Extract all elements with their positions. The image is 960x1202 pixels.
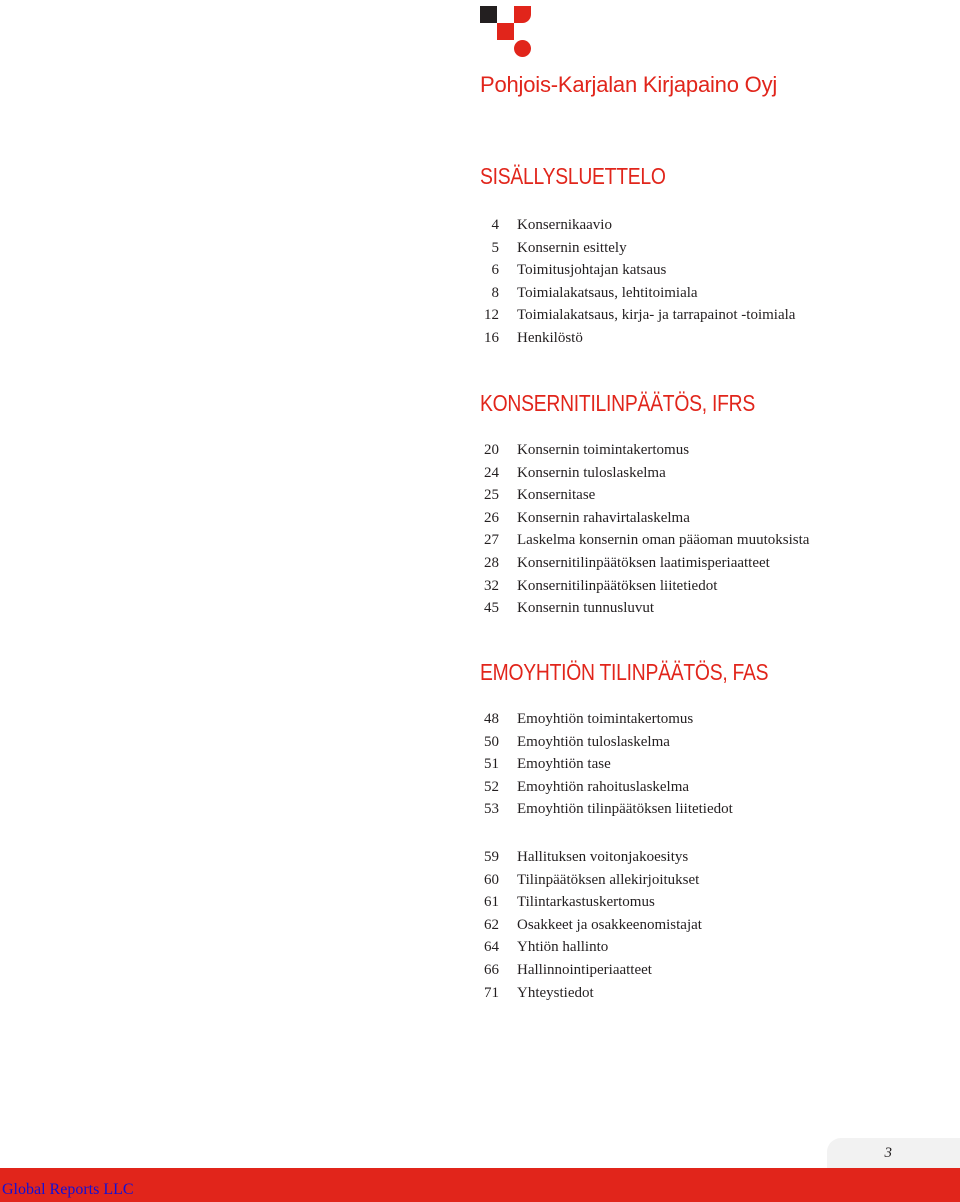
toc-label: Toimialakatsaus, kirja- ja tarrapainot -toimiala xyxy=(517,307,796,324)
toc-item[interactable] xyxy=(480,529,940,552)
toc-label: Yhtiön hallinto xyxy=(517,939,609,956)
toc-section-ifrs xyxy=(480,389,940,620)
toc-page-number: 61 xyxy=(484,894,499,911)
toc-page-number: 27 xyxy=(484,532,499,549)
toc-item[interactable] xyxy=(480,282,940,305)
toc-list xyxy=(480,439,940,620)
toc-label: Konsernin tunnusluvut xyxy=(517,600,655,617)
toc-item[interactable] xyxy=(480,776,940,799)
toc-list xyxy=(480,846,940,1004)
toc-item[interactable] xyxy=(480,575,940,598)
toc-item[interactable] xyxy=(480,982,940,1005)
toc-page-number: 64 xyxy=(484,939,499,956)
toc-item[interactable] xyxy=(480,936,940,959)
toc-label: Hallinnointiperiaatteet xyxy=(517,961,652,978)
toc-item[interactable] xyxy=(480,708,940,731)
toc-label: Emoyhtiön tase xyxy=(517,756,611,773)
toc-list xyxy=(480,214,940,350)
toc-item[interactable] xyxy=(480,753,940,776)
toc-page-number: 48 xyxy=(484,711,499,727)
toc-page-number: 25 xyxy=(484,487,499,504)
toc-page-number: 50 xyxy=(484,733,499,750)
toc-label: Hallituksen voitonjakoesitys xyxy=(517,849,689,865)
toc-page-number: 12 xyxy=(484,307,499,324)
toc-label: Emoyhtiön toimintakertomus xyxy=(517,711,694,727)
toc-item[interactable] xyxy=(480,507,940,530)
toc-item[interactable] xyxy=(480,327,940,350)
toc-label: Osakkeet ja osakkeenomistajat xyxy=(517,916,702,933)
toc-item[interactable] xyxy=(480,462,940,485)
toc-label: Emoyhtiön tilinpäätöksen liitetiedot xyxy=(517,801,733,818)
toc-section-contents xyxy=(480,162,940,350)
toc-page-number: 53 xyxy=(484,801,499,818)
toc-label: Konsernikaavio xyxy=(517,217,612,233)
toc-item[interactable] xyxy=(480,484,940,507)
toc-page-number: 66 xyxy=(484,961,499,978)
toc-page-number: 59 xyxy=(484,849,499,865)
toc-page-number: 24 xyxy=(484,464,499,481)
toc-item[interactable] xyxy=(480,798,940,821)
section-title: SISÄLLYSLUETTELO xyxy=(480,163,666,189)
toc-label: Emoyhtiön rahoituslaskelma xyxy=(517,778,690,795)
toc-page-number: 60 xyxy=(484,871,499,888)
toc-label: Konsernitase xyxy=(517,487,596,504)
toc-item[interactable] xyxy=(480,846,940,869)
toc-page-number: 4 xyxy=(491,217,499,233)
toc-item[interactable] xyxy=(480,914,940,937)
toc-item[interactable] xyxy=(480,959,940,982)
toc-page-number: 62 xyxy=(484,916,499,933)
toc-page-number: 20 xyxy=(484,442,499,458)
page-number-tab xyxy=(827,1138,960,1168)
toc-page-number: 71 xyxy=(484,984,499,1001)
page-number: 3 xyxy=(884,1145,892,1161)
toc-label: Konsernin rahavirtalaskelma xyxy=(517,509,690,526)
toc-label: Tilinpäätöksen allekirjoitukset xyxy=(517,871,700,888)
toc-item[interactable] xyxy=(480,304,940,327)
toc-item[interactable] xyxy=(480,214,940,237)
toc-item[interactable] xyxy=(480,731,940,754)
toc-page-number: 16 xyxy=(484,329,499,346)
toc-page-number: 32 xyxy=(484,577,499,594)
toc-list xyxy=(480,708,940,821)
toc-page-number: 5 xyxy=(491,239,499,256)
section-title: EMOYHTIÖN TILINPÄÄTÖS, FAS xyxy=(480,659,769,685)
toc-label: Laskelma konsernin oman pääoman muutoksista xyxy=(517,532,810,549)
toc-item[interactable] xyxy=(480,891,940,914)
toc-label: Tilintarkastuskertomus xyxy=(517,894,655,911)
toc-page-number: 28 xyxy=(484,554,499,571)
toc-label: Konsernin tuloslaskelma xyxy=(517,464,666,481)
toc-label: Toimitusjohtajan katsaus xyxy=(517,262,667,279)
toc-item[interactable] xyxy=(480,439,940,462)
toc-label: Konsernitilinpäätöksen liitetiedot xyxy=(517,577,718,594)
toc-label: Konsernitilinpäätöksen laatimisperiaatteet xyxy=(517,554,770,571)
footer-brand-link[interactable]: Global Reports LLC xyxy=(2,1181,134,1198)
company-logo-icon xyxy=(480,6,532,58)
toc-section-fas xyxy=(480,658,940,821)
toc-item[interactable] xyxy=(480,597,940,620)
toc-page-number: 8 xyxy=(491,284,499,301)
toc-page-number: 51 xyxy=(484,756,499,773)
toc-page-number: 6 xyxy=(491,262,499,279)
toc-page-number: 26 xyxy=(484,509,499,526)
company-name: Pohjois-Karjalan Kirjapaino Oyj xyxy=(480,72,778,97)
toc-label: Yhteystiedot xyxy=(517,984,594,1001)
toc-item[interactable] xyxy=(480,237,940,260)
toc-page-number: 52 xyxy=(484,778,499,795)
toc-label: Konsernin esittely xyxy=(517,239,627,256)
toc-item[interactable] xyxy=(480,552,940,575)
toc-label: Emoyhtiön tuloslaskelma xyxy=(517,733,670,750)
toc-section-other xyxy=(480,846,940,1004)
toc-page-number: 45 xyxy=(484,600,499,617)
section-title: KONSERNITILINPÄÄTÖS, IFRS xyxy=(480,390,755,416)
toc-label: Toimialakatsaus, lehtitoimiala xyxy=(517,284,698,301)
footer-bar xyxy=(0,1168,960,1202)
toc-label: Henkilöstö xyxy=(517,329,583,346)
toc-label: Konsernin toimintakertomus xyxy=(517,442,690,458)
toc-item[interactable] xyxy=(480,259,940,282)
toc-item[interactable] xyxy=(480,869,940,892)
